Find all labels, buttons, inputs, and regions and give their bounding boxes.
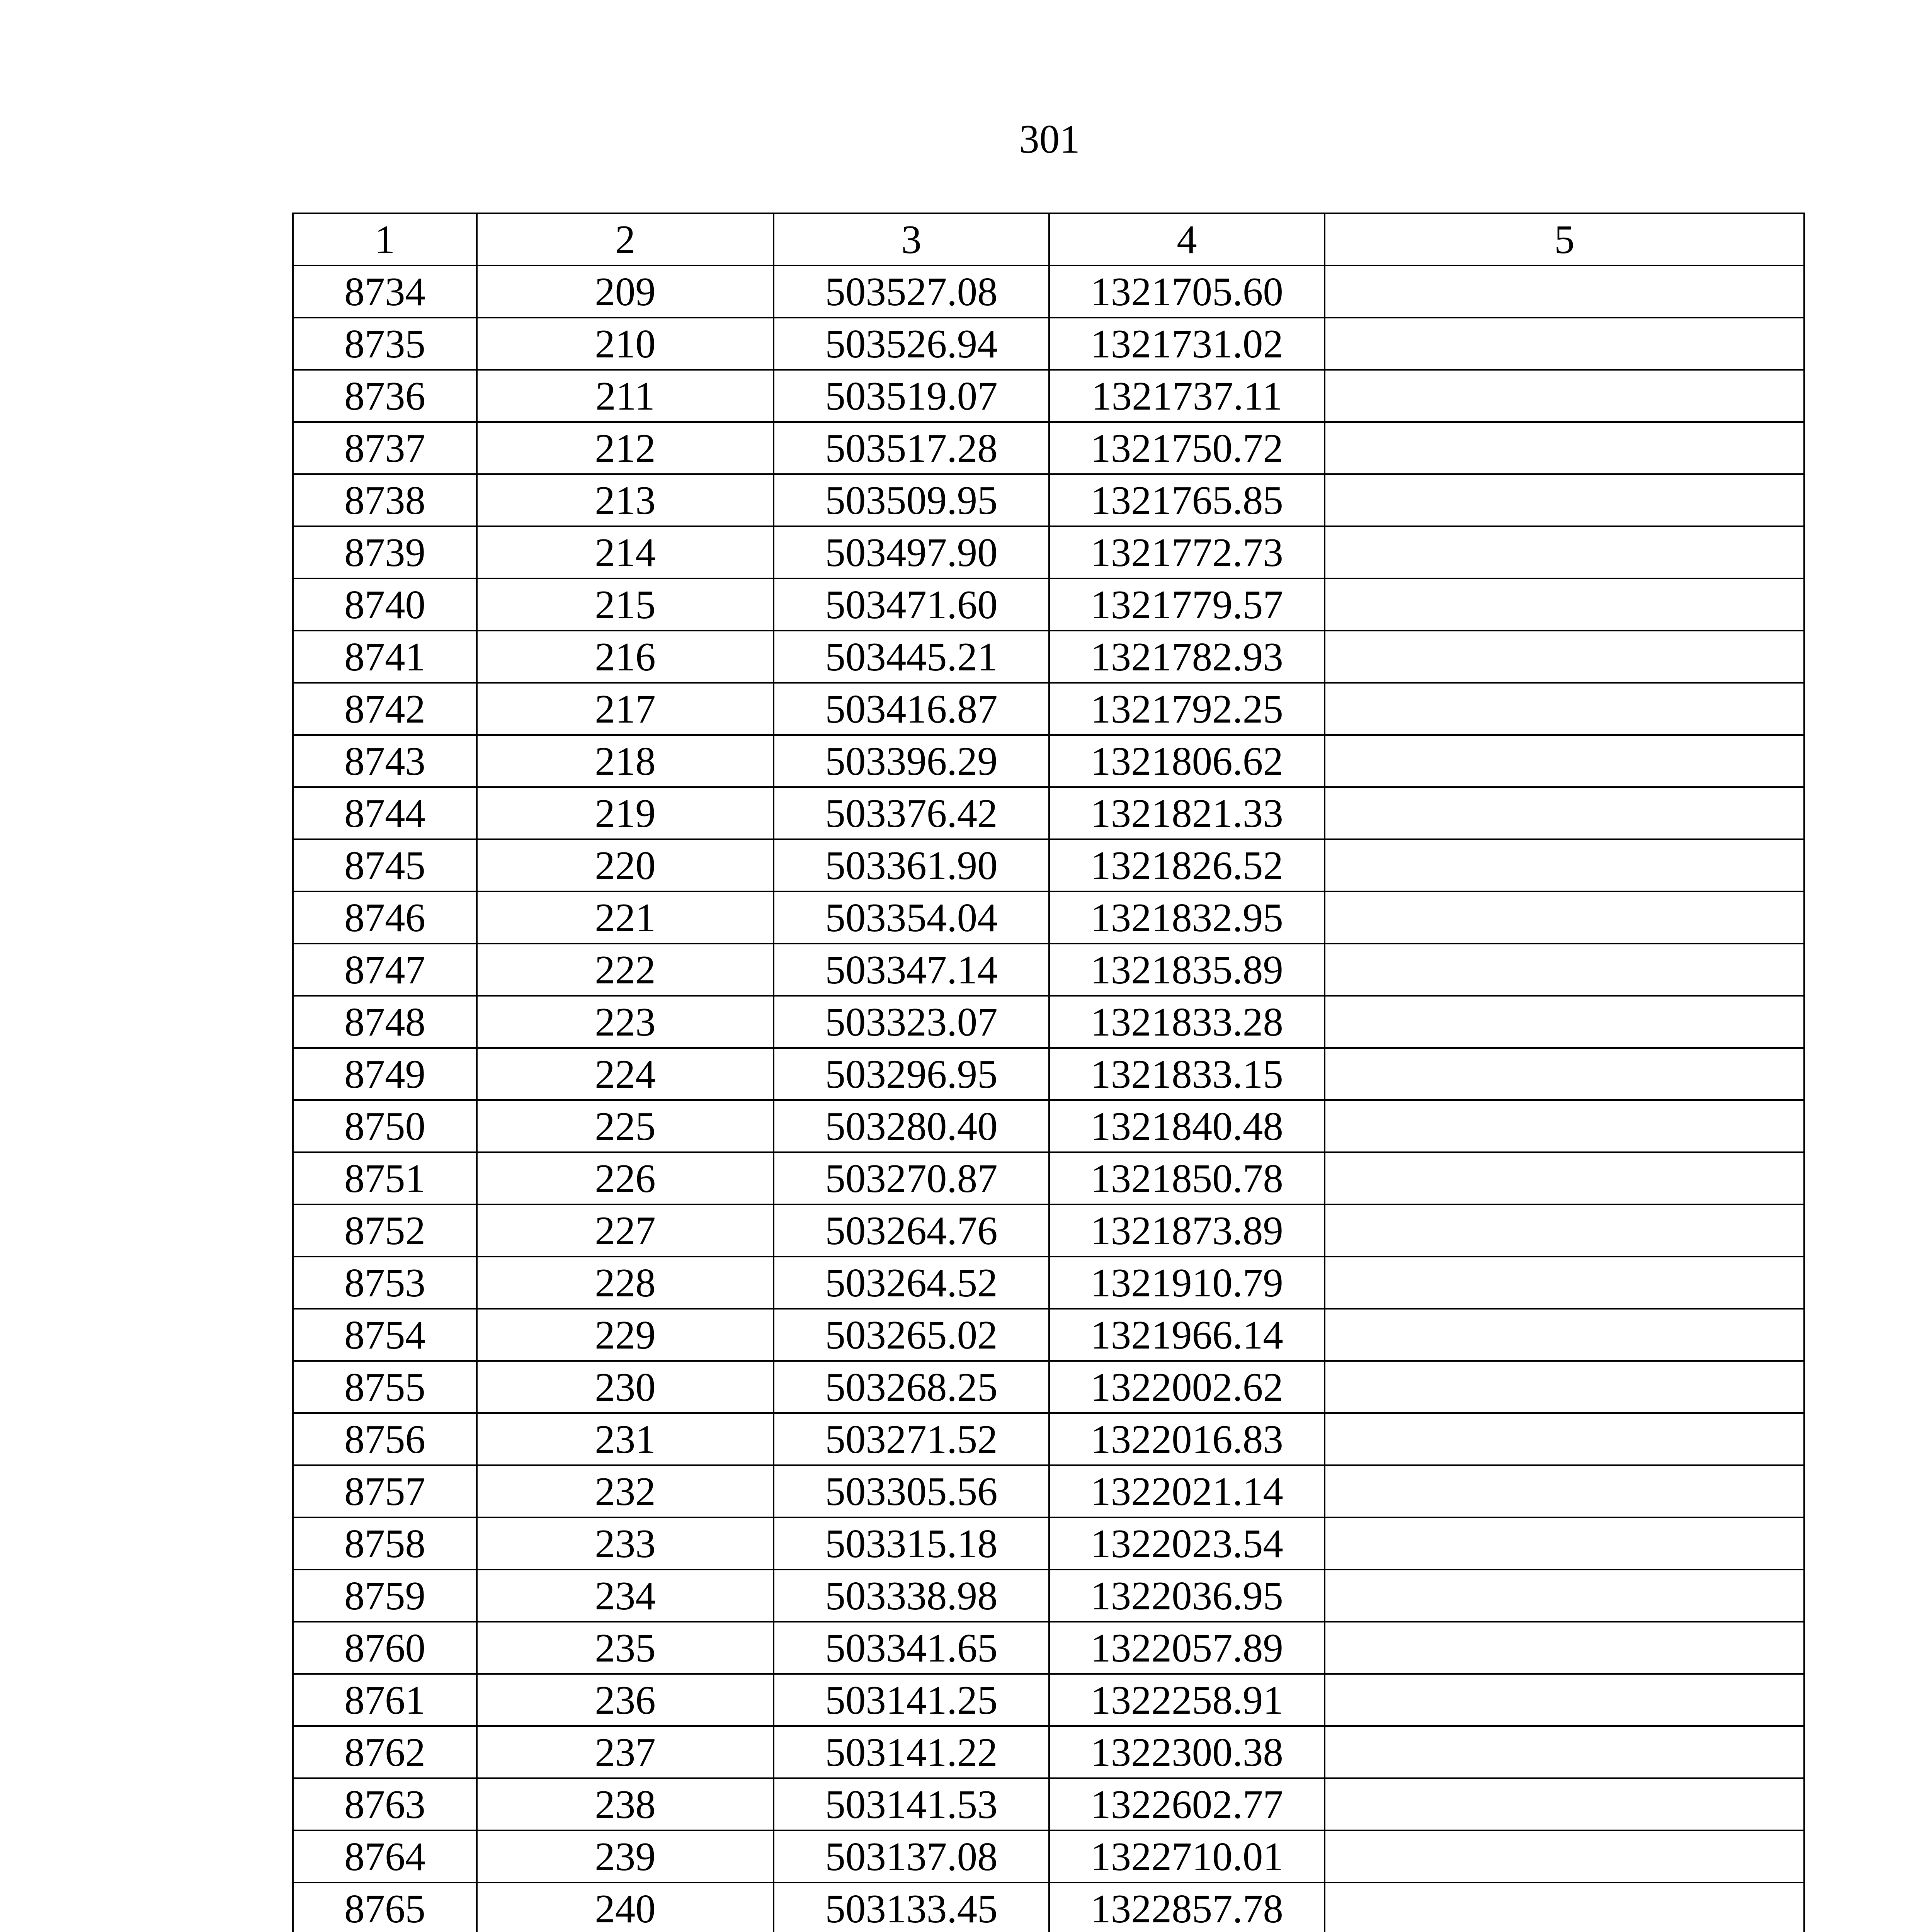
table-cell bbox=[1325, 1622, 1804, 1674]
coordinates-table-container bbox=[292, 213, 1803, 1932]
table-cell bbox=[1325, 1726, 1804, 1778]
table-cell: 237 bbox=[477, 1726, 774, 1778]
table-cell bbox=[1325, 1309, 1804, 1361]
table-cell bbox=[1325, 1048, 1804, 1100]
table-cell: 1322057.89 bbox=[1049, 1622, 1325, 1674]
table-cell: 503517.28 bbox=[774, 422, 1049, 474]
table-cell: 503270.87 bbox=[774, 1152, 1049, 1204]
table-cell: 220 bbox=[477, 839, 774, 891]
table-cell: 223 bbox=[477, 996, 774, 1048]
table-cell: 503396.29 bbox=[774, 735, 1049, 787]
table-cell: 503265.02 bbox=[774, 1309, 1049, 1361]
table-cell: 232 bbox=[477, 1465, 774, 1517]
table-cell: 240 bbox=[477, 1883, 774, 1932]
column-header: 3 bbox=[774, 213, 1049, 265]
table-row bbox=[293, 422, 1804, 474]
table-row bbox=[293, 1778, 1804, 1830]
table-cell: 503133.45 bbox=[774, 1883, 1049, 1932]
page-number: 301 bbox=[1019, 116, 1080, 162]
table-cell: 503445.21 bbox=[774, 631, 1049, 683]
table-cell: 231 bbox=[477, 1413, 774, 1465]
table-row bbox=[293, 1361, 1804, 1413]
table-row bbox=[293, 1204, 1804, 1257]
table-cell bbox=[1325, 1830, 1804, 1883]
table-cell bbox=[1325, 1100, 1804, 1152]
table-cell: 1321779.57 bbox=[1049, 578, 1325, 631]
table-cell: 1322016.83 bbox=[1049, 1413, 1325, 1465]
table-cell bbox=[1325, 578, 1804, 631]
table-cell: 8760 bbox=[293, 1622, 477, 1674]
table-cell: 1321873.89 bbox=[1049, 1204, 1325, 1257]
table-cell: 225 bbox=[477, 1100, 774, 1152]
column-header: 5 bbox=[1325, 213, 1804, 265]
table-cell: 8761 bbox=[293, 1674, 477, 1726]
table-cell: 8758 bbox=[293, 1517, 477, 1570]
table-cell: 210 bbox=[477, 318, 774, 370]
table-cell: 215 bbox=[477, 578, 774, 631]
table-row bbox=[293, 526, 1804, 578]
table-cell bbox=[1325, 1257, 1804, 1309]
table-cell bbox=[1325, 839, 1804, 891]
table-row bbox=[293, 1257, 1804, 1309]
table-row bbox=[293, 1309, 1804, 1361]
table-cell: 1321835.89 bbox=[1049, 944, 1325, 996]
table-cell bbox=[1325, 1570, 1804, 1622]
table-cell: 1321833.15 bbox=[1049, 1048, 1325, 1100]
table-cell: 8734 bbox=[293, 265, 477, 318]
table-cell: 1321772.73 bbox=[1049, 526, 1325, 578]
table-cell: 503526.94 bbox=[774, 318, 1049, 370]
table-cell: 1321833.28 bbox=[1049, 996, 1325, 1048]
table-row bbox=[293, 1674, 1804, 1726]
table-cell: 8752 bbox=[293, 1204, 477, 1257]
table-cell: 236 bbox=[477, 1674, 774, 1726]
table-cell: 8737 bbox=[293, 422, 477, 474]
table-cell: 8748 bbox=[293, 996, 477, 1048]
table-cell: 8736 bbox=[293, 370, 477, 422]
table-cell: 218 bbox=[477, 735, 774, 787]
table-cell: 224 bbox=[477, 1048, 774, 1100]
table-cell: 8753 bbox=[293, 1257, 477, 1309]
table-cell bbox=[1325, 1778, 1804, 1830]
table-row bbox=[293, 265, 1804, 318]
table-cell: 222 bbox=[477, 944, 774, 996]
table-cell: 229 bbox=[477, 1309, 774, 1361]
table-cell: 214 bbox=[477, 526, 774, 578]
table-row bbox=[293, 787, 1804, 839]
table-cell: 503268.25 bbox=[774, 1361, 1049, 1413]
table-cell: 8738 bbox=[293, 474, 477, 526]
table-cell: 1321966.14 bbox=[1049, 1309, 1325, 1361]
table-cell: 219 bbox=[477, 787, 774, 839]
table-cell: 503141.25 bbox=[774, 1674, 1049, 1726]
table-cell: 1321850.78 bbox=[1049, 1152, 1325, 1204]
table-cell: 503361.90 bbox=[774, 839, 1049, 891]
table-cell: 8743 bbox=[293, 735, 477, 787]
table-cell: 503280.40 bbox=[774, 1100, 1049, 1152]
table-cell bbox=[1325, 787, 1804, 839]
table-header-row bbox=[293, 213, 1804, 265]
table-cell: 503347.14 bbox=[774, 944, 1049, 996]
table-cell: 503323.07 bbox=[774, 996, 1049, 1048]
table-cell: 503376.42 bbox=[774, 787, 1049, 839]
table-cell: 1321792.25 bbox=[1049, 683, 1325, 735]
table-cell: 8759 bbox=[293, 1570, 477, 1622]
table-row bbox=[293, 1570, 1804, 1622]
column-header: 2 bbox=[477, 213, 774, 265]
table-cell: 1322036.95 bbox=[1049, 1570, 1325, 1622]
table-cell: 209 bbox=[477, 265, 774, 318]
table-row bbox=[293, 1152, 1804, 1204]
table-cell: 1322710.01 bbox=[1049, 1830, 1325, 1883]
table-cell: 8763 bbox=[293, 1778, 477, 1830]
table-cell: 8742 bbox=[293, 683, 477, 735]
table-cell: 228 bbox=[477, 1257, 774, 1309]
table-cell: 1321731.02 bbox=[1049, 318, 1325, 370]
table-cell: 238 bbox=[477, 1778, 774, 1830]
table-cell bbox=[1325, 1517, 1804, 1570]
table-cell bbox=[1325, 1152, 1804, 1204]
table-cell bbox=[1325, 1204, 1804, 1257]
table-row bbox=[293, 578, 1804, 631]
table-cell bbox=[1325, 631, 1804, 683]
table-cell: 1321910.79 bbox=[1049, 1257, 1325, 1309]
table-cell: 239 bbox=[477, 1830, 774, 1883]
table-row bbox=[293, 1465, 1804, 1517]
table-row bbox=[293, 735, 1804, 787]
column-header: 4 bbox=[1049, 213, 1325, 265]
table-cell: 8764 bbox=[293, 1830, 477, 1883]
table-cell: 1321840.48 bbox=[1049, 1100, 1325, 1152]
table-cell: 8755 bbox=[293, 1361, 477, 1413]
table-cell: 230 bbox=[477, 1361, 774, 1413]
table-cell: 503271.52 bbox=[774, 1413, 1049, 1465]
table-cell: 234 bbox=[477, 1570, 774, 1622]
table-cell bbox=[1325, 1361, 1804, 1413]
table-row bbox=[293, 1883, 1804, 1932]
table-cell bbox=[1325, 318, 1804, 370]
table-cell: 503315.18 bbox=[774, 1517, 1049, 1570]
table-body bbox=[293, 265, 1804, 1932]
table-row bbox=[293, 944, 1804, 996]
table-row bbox=[293, 1726, 1804, 1778]
coordinates-table bbox=[292, 213, 1805, 1932]
table-cell: 8757 bbox=[293, 1465, 477, 1517]
table-cell: 212 bbox=[477, 422, 774, 474]
table-cell: 8751 bbox=[293, 1152, 477, 1204]
column-header: 1 bbox=[293, 213, 477, 265]
table-cell bbox=[1325, 422, 1804, 474]
table-cell: 8750 bbox=[293, 1100, 477, 1152]
table-row bbox=[293, 891, 1804, 944]
table-cell: 8739 bbox=[293, 526, 477, 578]
table-cell: 213 bbox=[477, 474, 774, 526]
table-cell bbox=[1325, 1674, 1804, 1726]
table-cell: 8740 bbox=[293, 578, 477, 631]
table-cell: 221 bbox=[477, 891, 774, 944]
table-cell: 8741 bbox=[293, 631, 477, 683]
table-cell: 1321826.52 bbox=[1049, 839, 1325, 891]
table-cell: 8735 bbox=[293, 318, 477, 370]
table-row bbox=[293, 1100, 1804, 1152]
table-cell: 1321782.93 bbox=[1049, 631, 1325, 683]
table-cell: 503497.90 bbox=[774, 526, 1049, 578]
table-cell: 1321821.33 bbox=[1049, 787, 1325, 839]
table-cell: 1321765.85 bbox=[1049, 474, 1325, 526]
table-cell bbox=[1325, 735, 1804, 787]
table-cell: 1322857.78 bbox=[1049, 1883, 1325, 1932]
table-row bbox=[293, 631, 1804, 683]
table-row bbox=[293, 1622, 1804, 1674]
table-cell: 1322300.38 bbox=[1049, 1726, 1325, 1778]
table-row bbox=[293, 370, 1804, 422]
table-cell: 503264.76 bbox=[774, 1204, 1049, 1257]
table-cell: 503527.08 bbox=[774, 265, 1049, 318]
table-cell: 1322021.14 bbox=[1049, 1465, 1325, 1517]
table-row bbox=[293, 1517, 1804, 1570]
table-cell bbox=[1325, 474, 1804, 526]
table-cell bbox=[1325, 683, 1804, 735]
table-cell: 1322602.77 bbox=[1049, 1778, 1325, 1830]
table-row bbox=[293, 839, 1804, 891]
table-cell: 503141.22 bbox=[774, 1726, 1049, 1778]
table-cell: 1321806.62 bbox=[1049, 735, 1325, 787]
table-row bbox=[293, 318, 1804, 370]
table-cell bbox=[1325, 1465, 1804, 1517]
table-cell: 217 bbox=[477, 683, 774, 735]
table-cell: 1321705.60 bbox=[1049, 265, 1325, 318]
table-cell bbox=[1325, 1883, 1804, 1932]
table-cell: 503141.53 bbox=[774, 1778, 1049, 1830]
table-cell: 211 bbox=[477, 370, 774, 422]
table-row bbox=[293, 996, 1804, 1048]
table-cell: 8747 bbox=[293, 944, 477, 996]
table-cell: 8745 bbox=[293, 839, 477, 891]
table-cell: 8746 bbox=[293, 891, 477, 944]
table-row bbox=[293, 1830, 1804, 1883]
table-cell: 503341.65 bbox=[774, 1622, 1049, 1674]
table-cell bbox=[1325, 996, 1804, 1048]
table-row bbox=[293, 1413, 1804, 1465]
table-cell bbox=[1325, 891, 1804, 944]
table-cell: 503354.04 bbox=[774, 891, 1049, 944]
table-cell: 1322002.62 bbox=[1049, 1361, 1325, 1413]
table-cell bbox=[1325, 526, 1804, 578]
table-cell: 503519.07 bbox=[774, 370, 1049, 422]
table-cell bbox=[1325, 265, 1804, 318]
table-cell: 8754 bbox=[293, 1309, 477, 1361]
table-cell bbox=[1325, 1413, 1804, 1465]
table-cell: 503338.98 bbox=[774, 1570, 1049, 1622]
table-cell: 8762 bbox=[293, 1726, 477, 1778]
table-cell bbox=[1325, 944, 1804, 996]
table-cell: 503296.95 bbox=[774, 1048, 1049, 1100]
table-cell: 1322258.91 bbox=[1049, 1674, 1325, 1726]
table-cell: 8749 bbox=[293, 1048, 477, 1100]
table-cell bbox=[1325, 370, 1804, 422]
table-cell: 1322023.54 bbox=[1049, 1517, 1325, 1570]
table-cell: 226 bbox=[477, 1152, 774, 1204]
table-cell: 235 bbox=[477, 1622, 774, 1674]
table-cell: 1321750.72 bbox=[1049, 422, 1325, 474]
table-cell: 233 bbox=[477, 1517, 774, 1570]
table-cell: 1321832.95 bbox=[1049, 891, 1325, 944]
table-row bbox=[293, 474, 1804, 526]
table-cell: 1321737.11 bbox=[1049, 370, 1325, 422]
table-cell: 503471.60 bbox=[774, 578, 1049, 631]
table-cell: 8744 bbox=[293, 787, 477, 839]
table-cell: 227 bbox=[477, 1204, 774, 1257]
table-cell: 503264.52 bbox=[774, 1257, 1049, 1309]
table-cell: 503416.87 bbox=[774, 683, 1049, 735]
table-cell: 503305.56 bbox=[774, 1465, 1049, 1517]
table-cell: 8765 bbox=[293, 1883, 477, 1932]
table-cell: 503137.08 bbox=[774, 1830, 1049, 1883]
table-row bbox=[293, 1048, 1804, 1100]
table-row bbox=[293, 683, 1804, 735]
table-cell: 216 bbox=[477, 631, 774, 683]
table-cell: 503509.95 bbox=[774, 474, 1049, 526]
table-cell: 8756 bbox=[293, 1413, 477, 1465]
